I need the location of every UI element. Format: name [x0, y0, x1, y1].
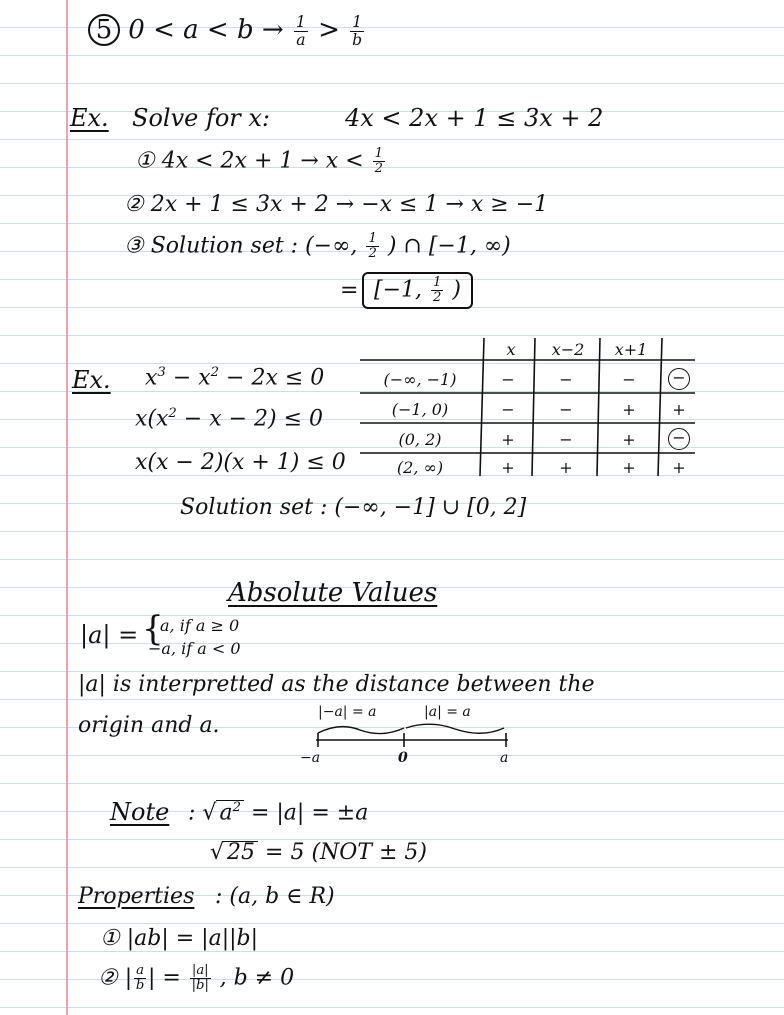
table-sign: − — [501, 370, 515, 389]
table-sign: + — [622, 430, 636, 449]
table-sign: + — [501, 430, 515, 449]
ex1-step3-text-after: ) ∩ [−1, ∞) — [387, 233, 511, 259]
ex1-result-eq: = — [340, 278, 359, 303]
abs-interp-line2: origin and a. — [78, 713, 220, 738]
table-sign: − — [501, 400, 515, 419]
note-line1: : √ $a^2 = |a| = \pm a$ — [188, 800, 369, 826]
table-sign: + — [622, 458, 636, 477]
ex1-step3-frac: $\frac{1}{2}$ — [368, 231, 377, 261]
props-domain: : (a, b ∈ R) — [215, 884, 335, 909]
ex1-step1-num: ① — [135, 148, 155, 174]
ex2-line3: x(x − 2)(x + 1) ≤ 0 — [135, 450, 346, 475]
note-line2: √ 25 = 5 (NOT ± 5) — [210, 840, 427, 865]
table-sign: − — [559, 400, 573, 419]
ex2-line2: $x(x^2 - x - 2) \le 0$ — [135, 406, 324, 432]
rule5-frac-a: $\frac{1}{a}$ — [295, 13, 306, 49]
number-line-tick-zero: 0 — [398, 750, 408, 766]
abs-def-lhs: |a| = — [80, 621, 139, 649]
abs-def-case1: a, if a ≥ 0 — [160, 616, 240, 635]
ex1-step3-num: ③ — [124, 233, 144, 259]
prop2: ② | $\frac{a}{b}$ | = $\frac{|a|}{|b|}$ , b ≠ 0 — [98, 963, 295, 993]
props-label: Properties — [78, 884, 195, 909]
ex1-result-post: ) — [452, 277, 461, 303]
ex1-label: Ex. — [70, 104, 109, 132]
ex1-result-pre: [−1, — [374, 277, 423, 303]
table-sign: + — [559, 458, 573, 477]
abs-def-case2: −a, if a < 0 — [148, 639, 241, 658]
ex1-step1-frac: $\frac{1}{2}$ — [374, 146, 384, 176]
ex2-solution: Solution set : (−∞, −1] ∪ [0, 2] — [180, 495, 527, 520]
ex1-result-frac: $\frac{1}{2}$ — [433, 275, 442, 305]
table-sign: − — [559, 430, 573, 449]
rule5-gt: > — [318, 15, 340, 45]
number-line-tick-neg: −a — [300, 750, 321, 766]
rule5-lhs: 0 < a < b → — [128, 15, 284, 45]
ex2-line1: $x^3 - x^2 - 2x \le 0$ — [145, 365, 325, 391]
table-interval: (−∞, −1) — [383, 370, 457, 389]
prop1: ① |ab| = |a||b| — [100, 926, 259, 951]
table-sign: + — [672, 458, 686, 477]
table-header: x — [506, 340, 516, 359]
ex1-step3-text: Solution set : (−∞, — [150, 233, 358, 259]
table-sign-circled: − — [664, 368, 694, 390]
number-line-right-label: |a| = a — [424, 704, 471, 720]
table-sign: + — [672, 400, 686, 419]
ex1-inequality: 4x < 2x + 1 ≤ 3x + 2 — [345, 104, 604, 132]
ex1-step2-text: 2x + 1 ≤ 3x + 2 → −x ≤ 1 → x ≥ −1 — [150, 192, 549, 217]
table-interval: (2, ∞) — [396, 458, 444, 477]
abs-title: Absolute Values — [228, 578, 438, 608]
table-interval: (0, 2) — [398, 430, 442, 449]
table-header: x+1 — [614, 340, 648, 359]
table-sign-circled: − — [664, 428, 694, 450]
table-sign: + — [622, 400, 636, 419]
rule5-number: 5 — [88, 14, 120, 46]
ex1-heading: Solve for x: — [132, 104, 271, 132]
number-line-tick-pos: a — [500, 750, 509, 766]
abs-def-brace: { — [142, 609, 164, 649]
table-interval: (−1, 0) — [391, 400, 449, 419]
abs-interp-line1: |a| is interpretted as the distance between the — [78, 672, 595, 697]
note-label: Note — [110, 798, 170, 826]
ex1-step2-num: ② — [124, 192, 144, 217]
ex1-step1-text: 4x < 2x + 1 → x < — [161, 148, 364, 174]
table-sign: − — [622, 370, 636, 389]
table-sign: + — [501, 458, 515, 477]
table-header: x−2 — [551, 340, 585, 359]
ex2-label: Ex. — [72, 366, 111, 394]
table-sign: − — [559, 370, 573, 389]
rule5-frac-b: $\frac{1}{b}$ — [352, 13, 363, 49]
number-line-left-label: |−a| = a — [318, 704, 377, 720]
